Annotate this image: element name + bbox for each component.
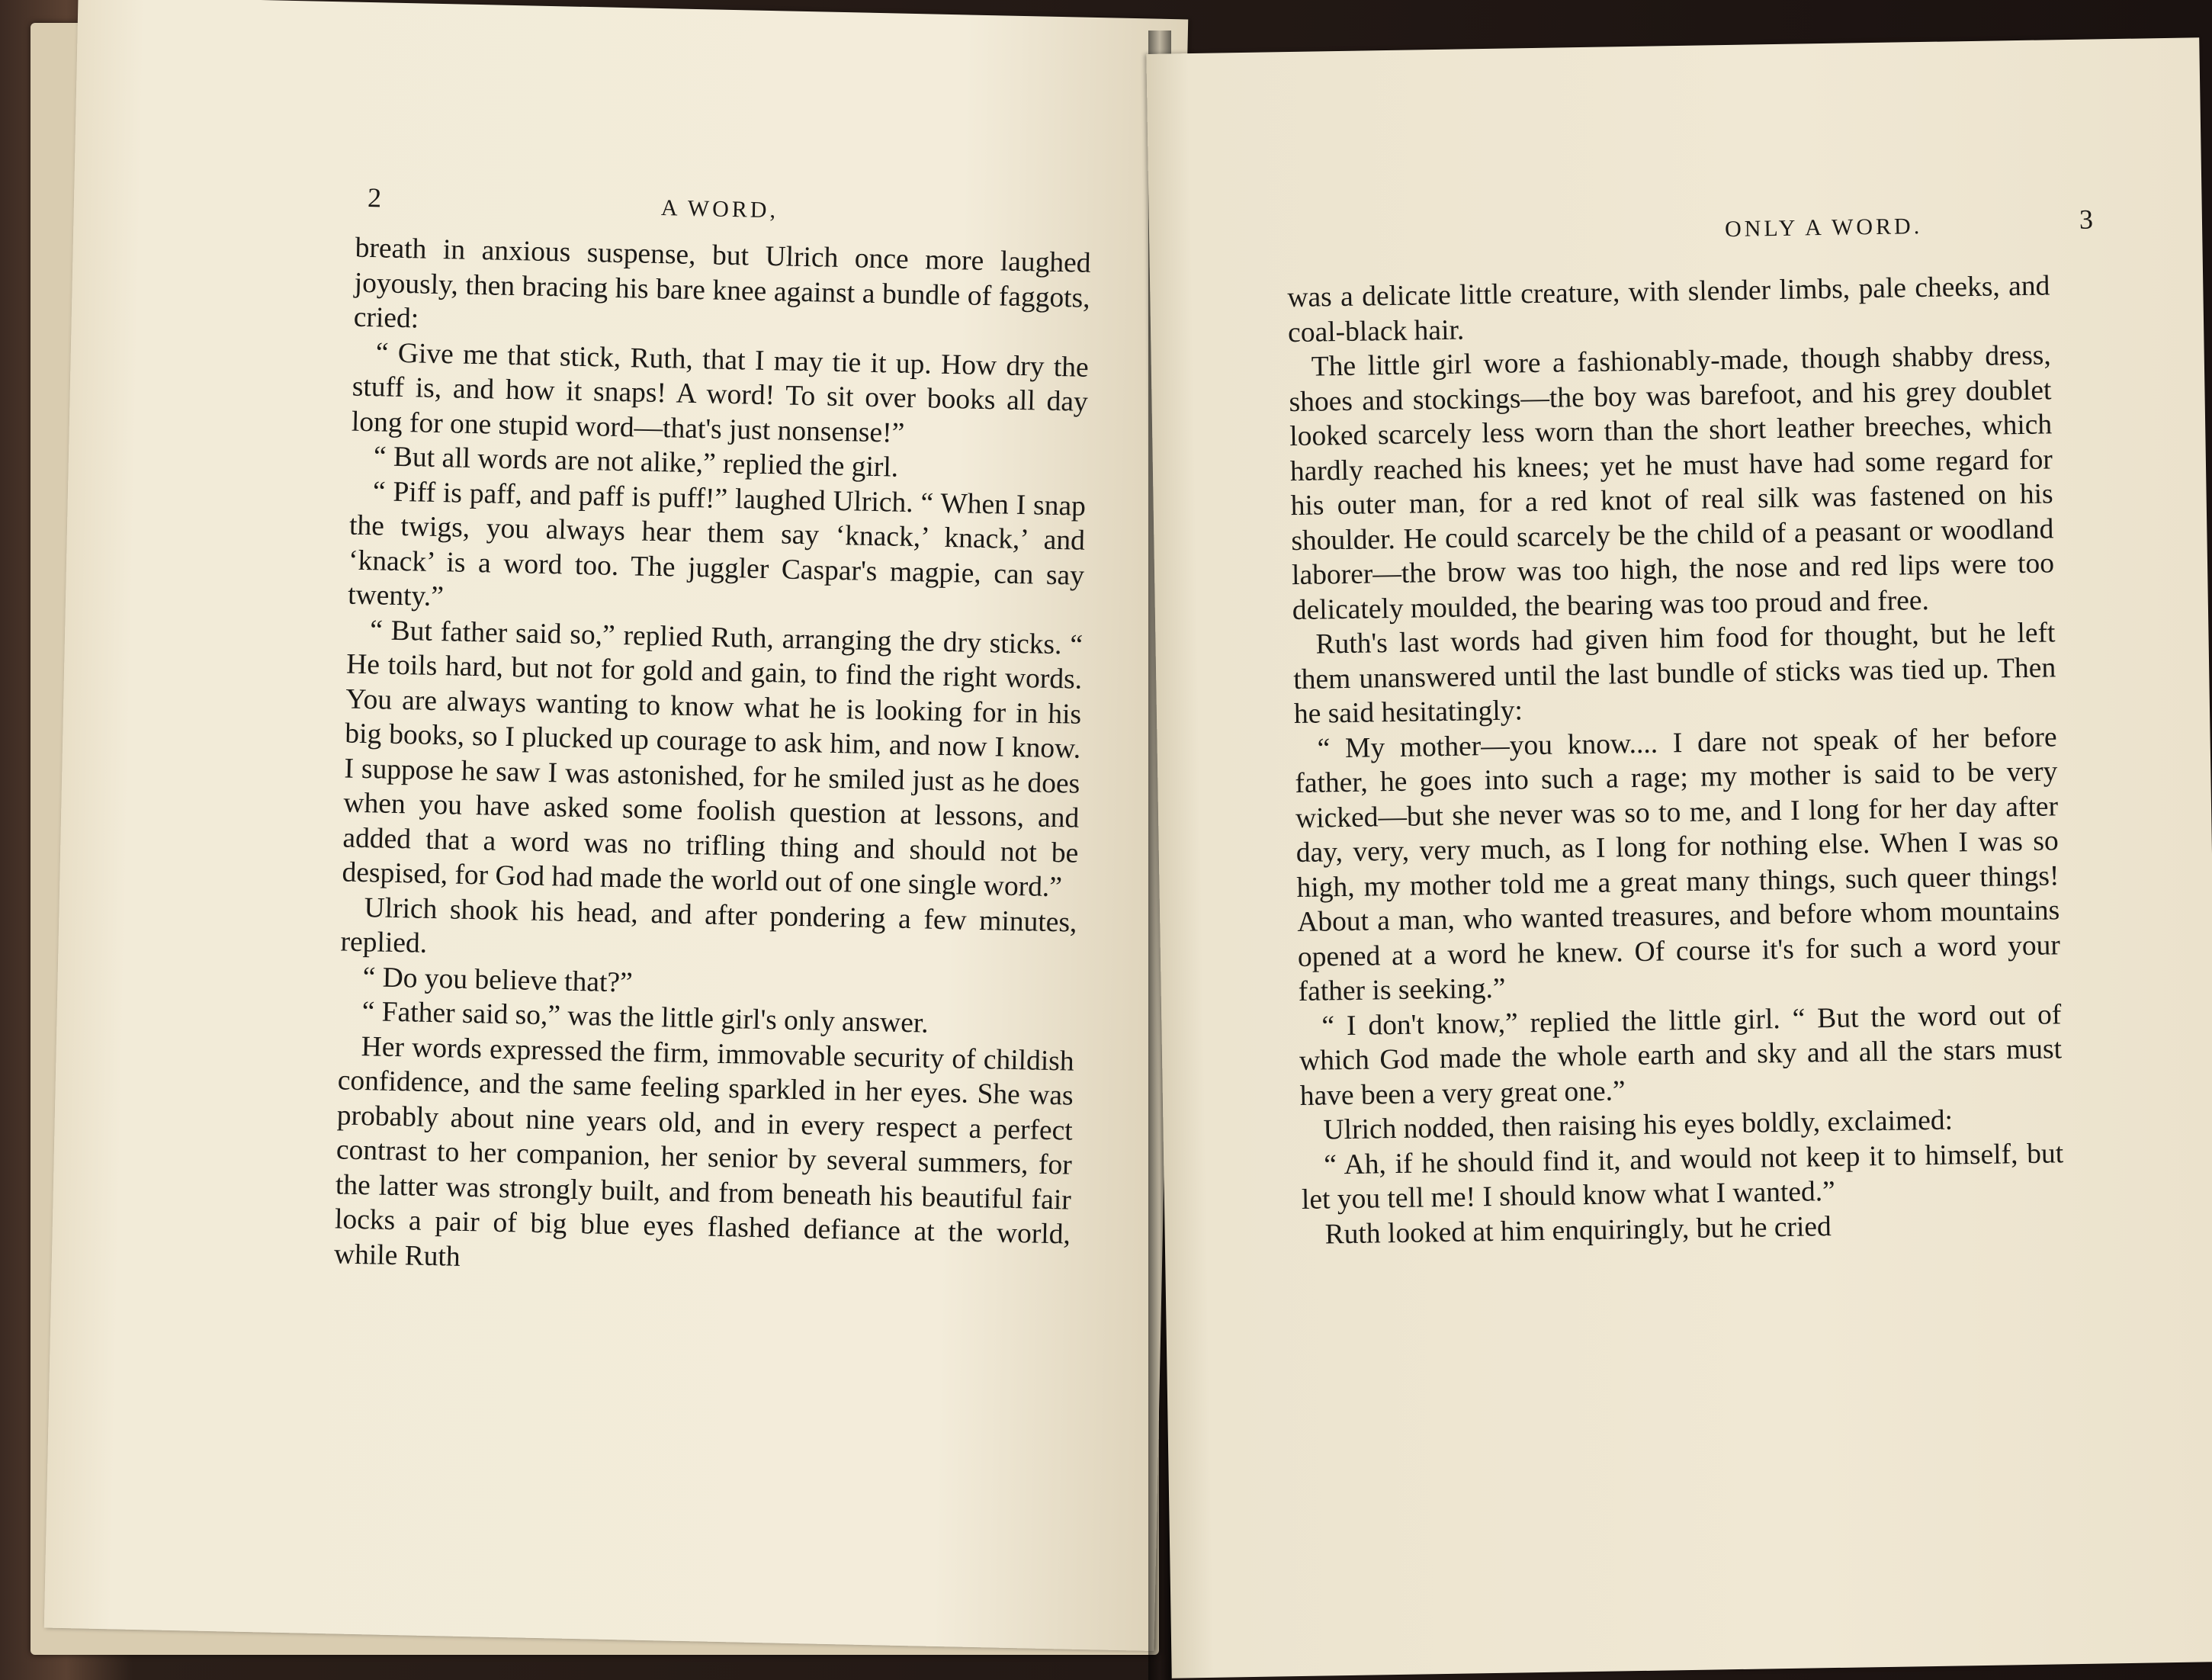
running-head-right: ONLY A WORD.	[1724, 214, 1923, 243]
left-page	[44, 0, 1188, 1651]
paragraph: Her words expressed the firm, immovable security of childish confidence, and the same feeling sparkled in her eyes. She was probably about nine years old, and in every respect a perfect contrast to her companion, her senior by several summers, for the latter was strongly built, and from beneath his beautiful fair locks a pair of big blue eyes flashed defiance at the world, while Ruth	[333, 1030, 1075, 1273]
running-head-left: A WORD,	[660, 195, 779, 223]
paragraph: “ Father said so,” was the little girl's only answer.	[361, 996, 929, 1039]
paragraph: Ulrich shook his head, and after pondering a few minutes, replied.	[340, 891, 1077, 959]
paragraph: “ But father said so,” replied Ruth, arranging the dry sticks. “ He toils hard, but not for gold and gain, to find the right words. You are always wanting to know what he is looking for in his big books, so I plucked up courage to ask him, and now I know. I suppose he saw I was astonished, for he smiled just as he does when you have asked some foolish question at lessons, and added that a word was no trifling thing and should not be despised, for God had made the world out of one single word.”	[342, 614, 1084, 904]
right-page	[1146, 37, 2212, 1678]
page-number-right: 3	[2079, 204, 2095, 235]
paragraph: “ Piff is paff, and paff is puff!” laughed Ulrich. “ When I snap the twigs, you always hear them say ‘knack,’ knack,’ and ‘knack’ is a word too. The juggler Caspar's magpie, can say twenty.”	[347, 475, 1087, 613]
paragraph: was a delicate little creature, with slender limbs, pale cheeks, and coal-black hair.	[1287, 270, 2050, 349]
paragraph: Ruth looked at him enquiringly, but he cried	[1324, 1210, 1832, 1250]
right-page-text	[1287, 268, 2065, 1252]
paragraph: “ But all words are not alike,” replied the girl.	[373, 441, 899, 483]
paragraph: The little girl wore a fashionably-made, though shabby dress, shoes and stockings—the boy was barefoot, and his grey doublet looked scarcely less worn than the short leather breeches, which hardly reached his knees; yet he must have had some regard for his outer man, for a red knot of real silk was fastened on his shoulder. He could scarcely be the child of a peasant or woodland laborer—the brow was too high, the nose and red lips were too delicately moulded, the bearing was too proud and free.	[1289, 339, 2055, 626]
paragraph: “ My mother—you know.... I dare not speak of her before father, he goes into such a rage; my mother is said to be very wicked—but she never was so to me, and I long for her day after day, very, very much, as I long for nothing else. When I was so high, my mother told me a great many things, such queer things! About a man, who wanted treasures, and before whom mountains opened at a word he knew. Of course it's for such a word your father is seeking.”	[1295, 721, 2061, 1007]
paragraph: Ulrich nodded, then raising his eyes boldly, exclaimed:	[1323, 1104, 1954, 1146]
paragraph: “ Give me that stick, Ruth, that I may tie it up. How dry the stuff is, and how it snaps! A word! To sit over books all day long for one stupid word—that's just nonsense!”	[351, 336, 1090, 449]
paragraph: breath in anxious suspense, but Ulrich once more laughed joyously, then bracing his bare knee against a bundle of faggots, cried:	[353, 232, 1091, 335]
paragraph: Ruth's last words had given him food for thought, but he left them unanswered until the last bundle of sticks was tied up. Then he said hesitatingly:	[1292, 617, 2056, 731]
paragraph: “ Do you believe that?”	[362, 961, 634, 998]
left-page-text	[334, 231, 1091, 1287]
paragraph: “ I don't know,” replied the little girl. “ But the word out of which God made the whole earth and sky and all the stars must have been a very great one.”	[1299, 998, 2063, 1112]
paragraph: “ Ah, if he should find it, and would not keep it to himself, but let you tell me! I should know what I wanted.”	[1301, 1137, 2064, 1216]
page-number-left: 2	[367, 181, 383, 214]
